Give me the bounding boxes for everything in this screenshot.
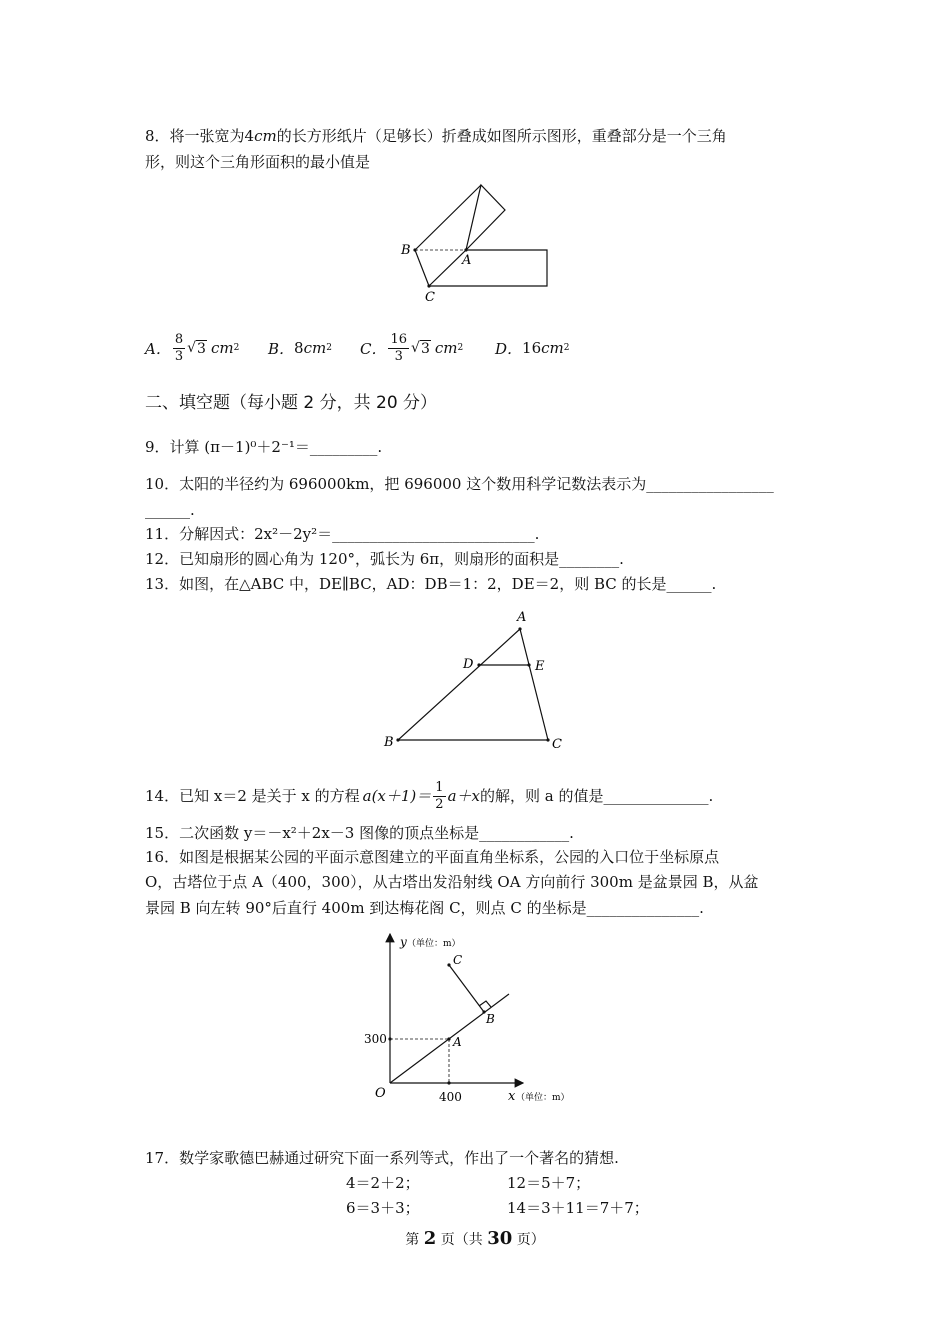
q8-line1: 8．将一张宽为4cm的长方形纸片（足够长）折叠成如图所示图形，重叠部分是一个三角 (145, 127, 727, 145)
q17-eq1: 4＝2＋2； (346, 1174, 420, 1192)
q8-option-d[interactable]: D． 16 cm 2 (495, 339, 570, 358)
q8-option-a[interactable]: A． $\frac{8}{3}$ √ 3 cm 2 (145, 331, 240, 364)
q13-label-e: E (535, 659, 545, 674)
q16-line3: 景园 B 向左转 90°后直行 400m 到达梅花阁 C，则点 C 的坐标是_______________. (145, 899, 704, 917)
q16-y-unit: （单位：m） (407, 939, 461, 949)
q13: 13．如图，在△ABC 中，DE∥BC，AD：DB＝1：2，DE＝2，则 BC 的长是______. (145, 575, 717, 593)
page-footer: 第 2 页（共 30 页） (405, 1228, 545, 1249)
q11: 11．分解因式：2x²－2y²＝___________________________. (145, 525, 540, 543)
q16-segment-bc (449, 965, 484, 1012)
q12: 12．已知扇形的圆心角为 120°，弧长为 6π，则扇形的面积是________. (145, 550, 624, 568)
q13-label-c: C (552, 737, 562, 752)
q13-label-d: D (463, 657, 474, 672)
section-title-fill-in: 二、填空题（每小题 2 分，共 20 分） (145, 393, 438, 413)
q13-figure (380, 605, 570, 755)
q8-options (145, 325, 805, 371)
q13-label-a: A (517, 610, 527, 625)
q16-line1: 16．如图是根据某公园的平面示意图建立的平面直角坐标系，公园的入口位于坐标原点 (145, 848, 720, 866)
page-number: 2 (423, 1228, 437, 1249)
q9: 9．计算 (π－1)⁰＋2⁻¹＝_________. (145, 438, 383, 456)
q17-eq3: 6＝3＋3； (346, 1199, 420, 1217)
q16-y-label: y (400, 935, 407, 949)
q17-intro: 17．数学家歌德巴赫通过研究下面一系列等式，作出了一个著名的猜想. (145, 1149, 619, 1167)
q16-x-label: x (508, 1089, 516, 1104)
q16-x-tick: 400 (439, 1090, 462, 1104)
q8-label-c: C (425, 290, 435, 305)
q8-option-b[interactable]: B． 8 cm 2 (268, 339, 332, 358)
q16-label-c: C (453, 953, 463, 967)
q16-line2: O，古塔位于点 A（400，300），从古塔出发沿射线 OA 方向前行 300m 是盆景园 B，从盆 (145, 873, 759, 891)
q14: 14．已知 x＝2 是关于 x 的方程 a(x＋1)＝ $\frac{1}{2}$ a＋x 的解，则 a 的值是______________. (145, 779, 714, 812)
q10-line1: 10．太阳的半径约为 696000km，把 696000 这个数用科学记数法表示为_________________ (145, 475, 774, 493)
q8-line2: 形，则这个三角形面积的最小值是 (145, 153, 371, 171)
q13-label-b: B (384, 735, 394, 750)
q8-label-a: A (462, 253, 472, 268)
q16-figure (360, 928, 600, 1108)
q16-right-angle (479, 1001, 491, 1007)
q8-figure (395, 180, 565, 305)
q16-origin: O (375, 1086, 386, 1101)
q16-x-unit: （单位：m） (516, 1093, 570, 1103)
sqrt-symbol: √ 3 (411, 340, 430, 357)
page-total: 30 (487, 1228, 513, 1249)
sqrt-symbol: √ 3 (187, 340, 206, 357)
q17-eq4: 14＝3＋11＝7＋7； (507, 1199, 649, 1217)
q10-line2: ______. (145, 501, 195, 519)
q16-y-tick: 300 (364, 1032, 387, 1046)
q8-option-c[interactable]: C． $\frac{16}{3}$ √ 3 cm 2 (360, 331, 464, 364)
q15: 15．二次函数 y＝－x²＋2x－3 图像的顶点坐标是____________. (145, 824, 574, 842)
q16-label-b: B (486, 1012, 495, 1026)
q13-triangle-abc (398, 629, 548, 740)
q17-eq2: 12＝5＋7； (507, 1174, 591, 1192)
q16-label-a: A (453, 1035, 462, 1049)
q8-label-b: B (401, 243, 411, 258)
